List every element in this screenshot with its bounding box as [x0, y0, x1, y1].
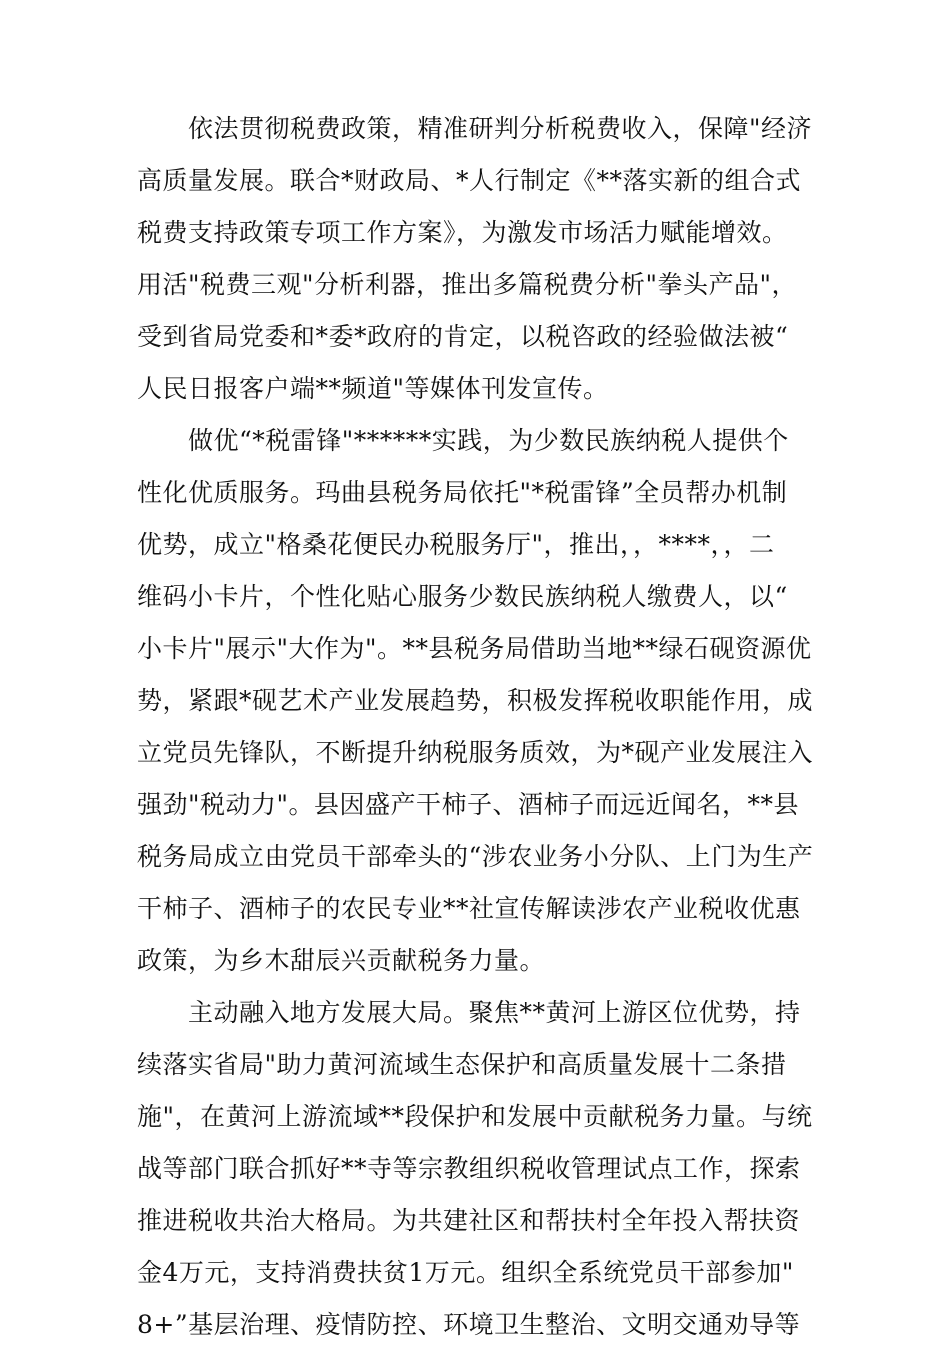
paragraph-line: 维码小卡片，个性化贴心服务少数民族纳税人缴费人，以“: [137, 582, 788, 611]
paragraph-line: 政策，为乡木甜辰兴贡献税务力量。: [137, 946, 546, 975]
paragraph-line: 优势，成立"格桑花便民办税服务厅"，推出，，****，，二: [137, 530, 775, 559]
paragraph-tax-policy: [137, 103, 817, 415]
paragraph-line: 8+”基层治理、疫情防控、环境卫生整治、文明交通劝导等: [137, 1310, 801, 1339]
paragraph-line: 人民日报客户端**频道"等媒体刊发宣传。: [137, 374, 609, 403]
paragraph-line: 高质量发展。联合*财政局、*人行制定《**落实新的组合式: [137, 166, 802, 195]
paragraph-line: 强劲"税动力"。县因盛产干柿子、酒柿子而远近闻名，**县: [137, 790, 800, 819]
paragraph-line: 用活"税费三观"分析利器，推出多篇税费分析"拳头产品"，: [137, 270, 797, 299]
paragraph-local-development: [137, 987, 817, 1351]
paragraph-line: 施"，在黄河上游流域**段保护和发展中贡献税务力量。与统: [137, 1102, 813, 1131]
document-body: [137, 103, 817, 1351]
paragraph-line: 金4万元，支持消费扶贫1万元。组织全系统党员干部参加": [137, 1258, 794, 1287]
paragraph-line: 主动融入地方发展大局。聚焦**黄河上游区位优势，持: [188, 998, 801, 1027]
paragraph-line: 小卡片"展示"大作为"。**县税务局借助当地**绿石砚资源优: [137, 634, 812, 663]
paragraph-line: 续落实省局"助力黄河流域生态保护和高质量发展十二条措: [137, 1050, 787, 1079]
paragraph-line: 干柿子、酒柿子的农民专业**社宣传解读涉农产业税收优惠: [137, 894, 801, 923]
paragraph-line: 势，紧跟*砚艺术产业发展趋势，积极发挥税收职能作用，成: [137, 686, 814, 715]
paragraph-line: 立党员先锋队，不断提升纳税服务质效，为*砚产业发展注入: [137, 738, 814, 767]
paragraph-line: 性化优质服务。玛曲县税务局依托"*税雷锋”全员帮办机制: [137, 478, 788, 507]
paragraph-tax-service: [137, 415, 817, 987]
paragraph-line: 税务局成立由党员干部牵头的“涉农业务小分队、上门为生产: [137, 842, 814, 871]
paragraph-line: 税费支持政策专项工作方案》，为激发市场活力赋能增效。: [137, 218, 788, 247]
paragraph-line: 战等部门联合抓好**寺等宗教组织税收管理试点工作，探索: [137, 1154, 801, 1183]
paragraph-line: 做优“*税雷锋"******实践，为少数民族纳税人提供个: [188, 426, 789, 455]
paragraph-line: 依法贯彻税费政策，精准研判分析税费收入，保障"经济: [188, 114, 813, 143]
paragraph-line: 推进税收共治大格局。为共建社区和帮扶村全年投入帮扶资: [137, 1206, 801, 1235]
paragraph-line: 受到省局党委和*委*政府的肯定，以税咨政的经验做法被“: [137, 322, 789, 351]
